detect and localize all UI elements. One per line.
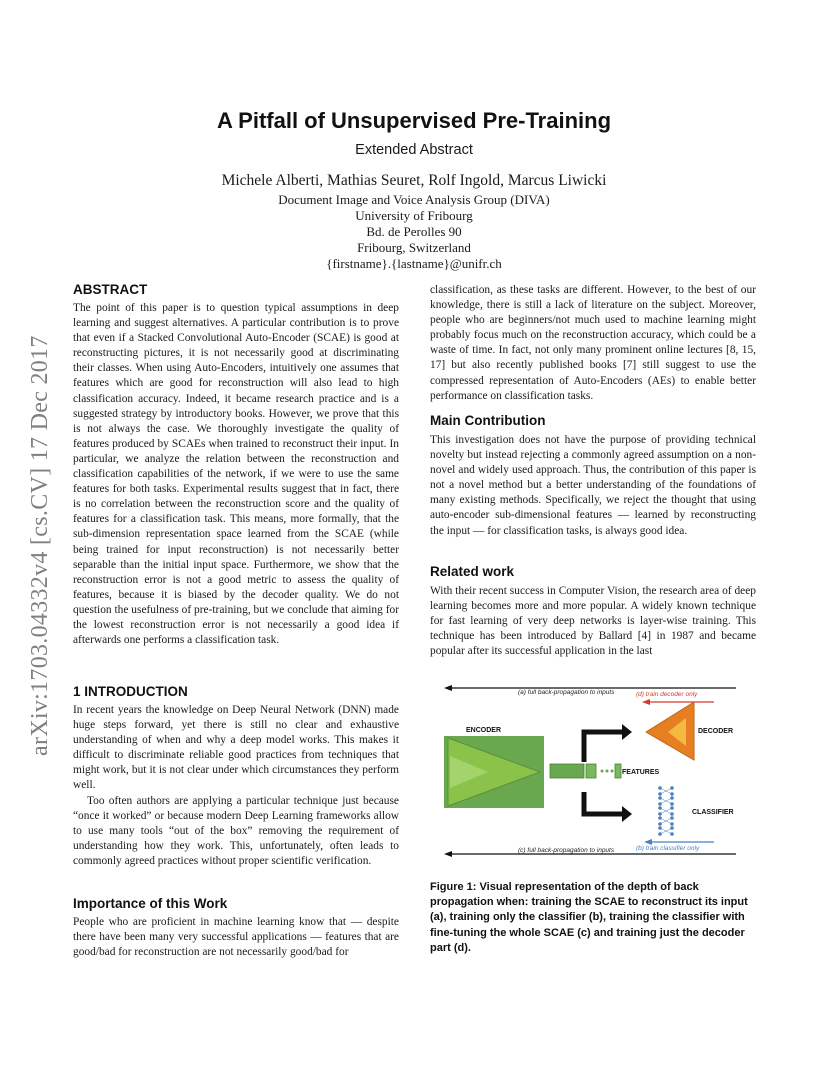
importance-paragraph-2: classification, as these tasks are different. However, to the best of our knowledge, there is still a lack of literature on the subject. Moreover, people who are beginners/not much used to machine learning might probably focus much on the reconstruction accuracy, which could be a waste of time. In fact, not only many prominent online lectures [8, 15, 17] but also recently published books [7] still suggest to use the compressed representation of Auto-Encoders (AEs) to enable better performance on classification tasks. <box>430 284 756 402</box>
abstract-heading: ABSTRACT <box>73 282 148 297</box>
elbow-arrow-up <box>584 732 622 762</box>
importance-section <box>73 896 399 960</box>
label-b: (b) train classifier only <box>636 845 700 852</box>
importance-heading: Importance of this Work <box>73 896 228 911</box>
author-list: Michele Alberti, Mathias Seuret, Rolf Ingold, Marcus Liwicki <box>221 172 607 189</box>
affiliation-group: Document Image and Voice Analysis Group (DIVA) <box>278 192 550 207</box>
affiliation-city: Fribourg, Switzerland <box>357 240 471 255</box>
label-d: (d) train decoder only <box>636 691 698 698</box>
related-work-text: With their recent success in Computer Vision, the research area of deep learning becomes more and more popular. A widely known technique for fast learning of very deep networks is layer-wise training. This technique has been introduced by Ballard [4] in 1987 and became popular after its successful application in the last <box>430 585 756 658</box>
feature-block-3 <box>615 764 621 778</box>
abstract-text: The point of this paper is to question typical assumptions in deep learning and suggest alternatives. A particular contribution is to prove that even if a Stacked Convolutional Auto-Encoder (SCAE) is good at reconstructing pictures, it is not necessarily good at discriminating their classes. When using Auto-Encoders, intuitively one assumes that features which are good for reconstruction will also lead to high classification accuracy. Indeed, it became research practice and is a suggested strategy by introductory books. However, we prove that this is not always the case. We thoroughly investigate the quality of features produced by SCAEs when trained to reconstruct their input. In particular, we analyze the relation between the reconstruction and classification capabilities of the network, if we were to use the same features for both tasks. Experimental results suggest that in fact, there is no correlation between the reconstruction score and the quality of features for a classification task. This means, more formally, that the sub-dimension representation space learned from the SCAE (while being trained for input reconstruction) is not necessarily better separable than the initial input space. Furthermore, we show that the reconstruction error is not a good metric to assess the quality of features, because it is biased by the decoder quality. We do not question the usefulness of pre-training, but we conclude that aiming for the lowest reconstruction error is not necessarily a good idea if afterwards one performs a classification task. <box>73 302 399 647</box>
feature-block-1 <box>550 764 584 778</box>
main-contribution-heading: Main Contribution <box>430 413 546 428</box>
label-a: (a) full back-propagation to inputs <box>518 689 615 696</box>
arrow-head-icon <box>444 851 452 857</box>
arrow-head-icon <box>444 685 452 691</box>
paper-title: A Pitfall of Unsupervised Pre-Training <box>216 108 612 133</box>
importance-paragraph-1: People who are proficient in machine learning know that — despite there have been many very successful applications — features that are good/bad for reconstruction are not necessarily good/bad for <box>73 916 399 959</box>
importance-continuation <box>430 283 756 404</box>
figure-1-caption: Figure 1: Visual representation of the depth of back propagation when: training the SCAE to reconstruct its input (a), training only the classifier (b), training the classifier with fine-tuning the whole SCAE (c) and training just the decoder part (d). <box>430 881 748 954</box>
main-contribution-section <box>430 413 756 539</box>
related-work-section <box>430 564 756 659</box>
affiliation-email: {firstname}.{lastname}@unifr.ch <box>326 256 502 271</box>
affiliation-street: Bd. de Perolles 90 <box>366 224 462 239</box>
related-work-heading: Related work <box>430 564 515 579</box>
arxiv-identifier: arXiv:1703.04332v4 [cs.CV] 17 Dec 2017 <box>27 335 53 756</box>
abstract-section <box>73 282 399 648</box>
feature-dot <box>601 770 604 773</box>
feature-dot <box>611 770 614 773</box>
feature-block-2 <box>586 764 596 778</box>
label-c: (c) full back-propagation to inputs <box>518 847 615 854</box>
introduction-paragraph-1: In recent years the knowledge on Deep Neural Network (DNN) made huge steps forward, yet there is still no clear and exhaustive understanding of when and why a deep model works. This makes it difficult to discriminate reliable good practices from techniques that might work, but it is not clear under which circumstances they perform well. <box>73 704 399 792</box>
figure-1-diagram <box>436 680 766 862</box>
paper-subtitle: Extended Abstract <box>355 142 473 158</box>
affiliation-university: University of Fribourg <box>355 208 473 223</box>
feature-dot <box>606 770 609 773</box>
features-label: FEATURES <box>622 769 660 776</box>
introduction-paragraph-2: Too often authors are applying a particular technique just because “once it worked” or because modern Deep Learning frameworks allow to use many tools “out of the box” removing the requirement of understanding how they work. This, unfortunately, often leads to commonly agreed practices without proper scientific verification. <box>73 794 399 867</box>
main-contribution-text: This investigation does not have the purpose of providing technical novelty but instead rejecting a commonly agreed assumption on a non-novel and widely used approach. Thus, the contribution of this paper is not a novel method but a better understanding of the foundations of many existing methods. Specifically, we reject the thought that using auto-encoder sub-dimensional features — learned by reconstructing the input — for classification tasks, is always good idea. <box>430 434 756 537</box>
encoder-label: ENCODER <box>466 727 502 734</box>
decoder-label: DECODER <box>698 728 734 735</box>
red-arrow-head-icon <box>642 699 650 705</box>
classifier-network-icon <box>660 788 672 834</box>
classifier-label: CLASSIFIER <box>692 809 734 816</box>
introduction-section <box>73 684 399 869</box>
introduction-heading: 1 INTRODUCTION <box>73 684 188 699</box>
elbow-arrow-down <box>584 792 622 814</box>
elbow-arrow-up-head-icon <box>622 724 632 740</box>
elbow-arrow-down-head-icon <box>622 806 632 822</box>
